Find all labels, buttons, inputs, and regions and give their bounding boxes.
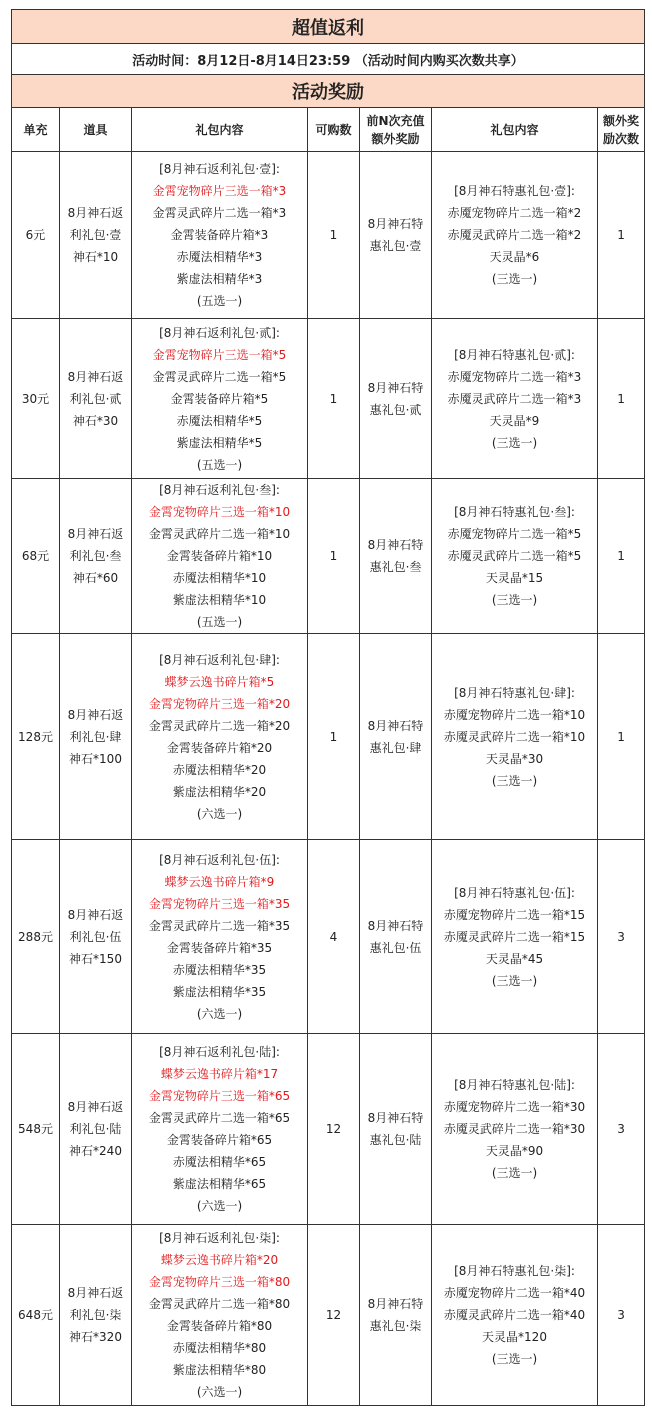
pack-content [132, 479, 308, 634]
section-title: 活动奖励 [12, 75, 645, 108]
extra-pack-content [432, 479, 598, 634]
extra-pack-content-line: (三选一) [491, 272, 538, 286]
extra-count: 1 [598, 634, 645, 840]
pack-content-line: 紫虚法相精华*35 [172, 984, 267, 999]
extra-pack-content [432, 1034, 598, 1225]
table-row [12, 479, 645, 634]
extra-pack-content-line: (三选一) [491, 593, 538, 607]
pack-content-line: 金霄灵武碎片二选一箱*20 [148, 718, 291, 733]
pack-content-line: 金霄宠物碎片三选一箱*80 [148, 1275, 291, 1289]
header-pack-content-2: 礼包内容 [432, 108, 598, 152]
pack-content-line: [8月神石返利礼包·陆]: [159, 1045, 280, 1059]
pack-content-line: 金霄装备碎片箱*35 [166, 940, 273, 955]
extra-pack-content-line: 天灵晶*6 [489, 250, 540, 264]
extra-pack-content [432, 319, 598, 479]
extra-pack-content-line: [8月神石特惠礼包·陆]: [454, 1078, 575, 1092]
pack-content-line: (六选一) [196, 1006, 243, 1021]
extra-reward-name: 8月神石特 惠礼包·叁 [360, 479, 432, 634]
buy-limit: 4 [308, 840, 360, 1034]
extra-pack-content-line: 天灵晶*90 [485, 1144, 544, 1158]
pack-content-line: 金霄装备碎片箱*5 [170, 391, 269, 406]
extra-reward-name: 8月神石特 惠礼包·肆 [360, 634, 432, 840]
buy-limit: 1 [308, 479, 360, 634]
pack-content-line: 金霄灵武碎片二选一箱*35 [148, 918, 291, 933]
pack-content-line: (六选一) [196, 1199, 243, 1213]
extra-pack-content [432, 152, 598, 319]
buy-limit: 1 [308, 319, 360, 479]
pack-content-line: 金霄灵武碎片二选一箱*80 [148, 1297, 291, 1311]
pack-content [132, 634, 308, 840]
extra-pack-content-line: 天灵晶*45 [485, 951, 544, 966]
pack-content-line: 金霄宠物碎片三选一箱*3 [152, 184, 287, 198]
pack-content-line: 紫虚法相精华*20 [172, 784, 267, 799]
extra-count: 1 [598, 152, 645, 319]
extra-pack-content-line: [8月神石特惠礼包·贰]: [454, 347, 575, 362]
header-pack-content: 礼包内容 [132, 108, 308, 152]
pack-content-line: 紫虚法相精华*3 [176, 272, 263, 286]
extra-pack-content-line: (三选一) [491, 435, 538, 450]
recharge-amount: 30元 [12, 319, 60, 479]
recharge-amount: 288元 [12, 840, 60, 1034]
pack-content [132, 1034, 308, 1225]
pack-content-line: 蝶梦云逸书碎片箱*5 [164, 674, 275, 689]
header-buy-limit: 可购数 [308, 108, 360, 152]
item-name: 8月神石返 利礼包·陆 神石*240 [60, 1034, 132, 1225]
table-row [12, 840, 645, 1034]
extra-pack-content-line: (三选一) [491, 973, 538, 988]
item-name: 8月神石返 利礼包·柒 神石*320 [60, 1225, 132, 1406]
table-header [12, 108, 645, 152]
extra-pack-content-line: 赤魇宠物碎片二选一箱*30 [443, 1100, 586, 1114]
extra-pack-content-line: 赤魇灵武碎片二选一箱*10 [443, 729, 586, 744]
extra-pack-content-line: 赤魇宠物碎片二选一箱*2 [447, 206, 582, 220]
extra-pack-content-line: 天灵晶*30 [485, 751, 544, 766]
pack-content-line: 紫虚法相精华*80 [172, 1363, 267, 1377]
recharge-amount: 68元 [12, 479, 60, 634]
item-name: 8月神石返 利礼包·叁 神石*60 [60, 479, 132, 634]
pack-content-line: 紫虚法相精华*5 [176, 435, 263, 450]
extra-pack-content-line: [8月神石特惠礼包·伍]: [454, 885, 575, 900]
pack-content-line: 赤魇法相精华*65 [172, 1155, 267, 1169]
pack-content-line: 赤魇法相精华*80 [172, 1341, 267, 1355]
extra-count: 1 [598, 479, 645, 634]
pack-content-line: 金霄宠物碎片三选一箱*5 [152, 347, 287, 362]
recharge-amount: 548元 [12, 1034, 60, 1225]
header-extra-reward: 前N次充值 额外奖励 [360, 108, 432, 152]
table-row [12, 319, 645, 479]
pack-content-line: [8月神石返利礼包·伍]: [159, 852, 280, 867]
pack-content-line: 金霄灵武碎片二选一箱*5 [152, 369, 287, 384]
extra-pack-content-line: 天灵晶*9 [489, 413, 540, 428]
header-item: 道具 [60, 108, 132, 152]
table-row [12, 1225, 645, 1406]
buy-limit: 1 [308, 152, 360, 319]
extra-pack-content-line: [8月神石特惠礼包·柒]: [454, 1264, 575, 1278]
pack-content-line: 赤魇法相精华*5 [176, 413, 263, 428]
extra-pack-content-line: 赤魇宠物碎片二选一箱*15 [443, 907, 586, 922]
rebate-table [11, 9, 645, 1406]
extra-count: 1 [598, 319, 645, 479]
buy-limit: 12 [308, 1225, 360, 1406]
extra-pack-content-line: 赤魇宠物碎片二选一箱*40 [443, 1286, 586, 1300]
pack-content [132, 1225, 308, 1406]
pack-content-line: [8月神石返利礼包·叁]: [159, 483, 280, 497]
pack-content-line: 金霄装备碎片箱*20 [166, 740, 273, 755]
pack-content-line: (五选一) [196, 294, 243, 308]
pack-content-line: [8月神石返利礼包·贰]: [159, 325, 280, 340]
pack-content-line: [8月神石返利礼包·壹]: [159, 162, 280, 176]
extra-reward-name: 8月神石特 惠礼包·陆 [360, 1034, 432, 1225]
extra-pack-content [432, 840, 598, 1034]
pack-content [132, 152, 308, 319]
extra-pack-content-line: 赤魇宠物碎片二选一箱*10 [443, 707, 586, 722]
pack-content-line: 金霄装备碎片箱*10 [166, 549, 273, 563]
pack-content-line: [8月神石返利礼包·肆]: [159, 652, 280, 667]
extra-reward-name: 8月神石特 惠礼包·伍 [360, 840, 432, 1034]
item-name: 8月神石返 利礼包·伍 神石*150 [60, 840, 132, 1034]
pack-content-line: 金霄灵武碎片二选一箱*3 [152, 206, 287, 220]
extra-pack-content-line: 天灵晶*15 [485, 571, 544, 585]
pack-content-line: (六选一) [196, 1385, 243, 1399]
pack-content-line: 赤魇法相精华*35 [172, 962, 267, 977]
extra-pack-content-line: (三选一) [491, 1166, 538, 1180]
extra-pack-content-line: 赤魇宠物碎片二选一箱*3 [447, 369, 582, 384]
header-recharge: 单充 [12, 108, 60, 152]
pack-content-line: 蝶梦云逸书碎片箱*9 [164, 874, 275, 889]
extra-pack-content-line: (三选一) [491, 773, 538, 788]
item-name: 8月神石返 利礼包·壹 神石*10 [60, 152, 132, 319]
pack-content [132, 319, 308, 479]
pack-content-line: 赤魇法相精华*10 [172, 571, 267, 585]
page-title: 超值返利 [12, 10, 645, 44]
pack-content-line: 金霄宠物碎片三选一箱*10 [148, 505, 291, 519]
pack-content-line: 金霄宠物碎片三选一箱*65 [148, 1089, 291, 1103]
extra-pack-content-line: (三选一) [491, 1352, 538, 1366]
table-row [12, 1034, 645, 1225]
header-extra-count: 额外奖 励次数 [598, 108, 645, 152]
pack-content [132, 840, 308, 1034]
extra-pack-content-line: 天灵晶*120 [482, 1330, 547, 1344]
pack-content-line: 金霄灵武碎片二选一箱*65 [148, 1111, 291, 1125]
pack-content-line: [8月神石返利礼包·柒]: [159, 1231, 280, 1245]
extra-reward-name: 8月神石特 惠礼包·贰 [360, 319, 432, 479]
pack-content-line: 金霄装备碎片箱*65 [166, 1133, 273, 1147]
pack-content-line: 紫虚法相精华*10 [172, 593, 267, 607]
extra-pack-content [432, 634, 598, 840]
extra-count: 3 [598, 1034, 645, 1225]
pack-content-line: 赤魇法相精华*20 [172, 762, 267, 777]
extra-pack-content-line: 赤魇灵武碎片二选一箱*40 [443, 1308, 586, 1322]
table-row [12, 152, 645, 319]
item-name: 8月神石返 利礼包·贰 神石*30 [60, 319, 132, 479]
pack-content-line: 金霄宠物碎片三选一箱*20 [148, 696, 291, 711]
pack-content-line: 蝶梦云逸书碎片箱*20 [160, 1253, 279, 1267]
pack-content-line: (六选一) [196, 806, 243, 821]
extra-pack-content-line: [8月神石特惠礼包·壹]: [454, 184, 575, 198]
extra-reward-name: 8月神石特 惠礼包·柒 [360, 1225, 432, 1406]
pack-content-line: 金霄灵武碎片二选一箱*10 [148, 527, 291, 541]
pack-content-line: 赤魇法相精华*3 [176, 250, 263, 264]
extra-pack-content-line: 赤魇灵武碎片二选一箱*30 [443, 1122, 586, 1136]
pack-content-line: (五选一) [196, 457, 243, 472]
extra-pack-content-line: 赤魇灵武碎片二选一箱*2 [447, 228, 582, 242]
pack-content-line: 金霄装备碎片箱*80 [166, 1319, 273, 1333]
pack-content-line: 紫虚法相精华*65 [172, 1177, 267, 1191]
extra-pack-content-line: [8月神石特惠礼包·肆]: [454, 685, 575, 700]
extra-count: 3 [598, 1225, 645, 1406]
activity-time: 活动时间：8月12日-8月14日23:59 （活动时间内购买次数共享） [12, 44, 645, 75]
recharge-amount: 6元 [12, 152, 60, 319]
extra-pack-content-line: [8月神石特惠礼包·叁]: [454, 505, 575, 519]
pack-content-line: (五选一) [196, 615, 243, 629]
pack-content-line: 金霄装备碎片箱*3 [170, 228, 269, 242]
extra-pack-content [432, 1225, 598, 1406]
table-row [12, 634, 645, 840]
pack-content-line: 蝶梦云逸书碎片箱*17 [160, 1067, 279, 1081]
extra-reward-name: 8月神石特 惠礼包·壹 [360, 152, 432, 319]
extra-count: 3 [598, 840, 645, 1034]
extra-pack-content-line: 赤魇灵武碎片二选一箱*15 [443, 929, 586, 944]
recharge-amount: 648元 [12, 1225, 60, 1406]
buy-limit: 12 [308, 1034, 360, 1225]
pack-content-line: 金霄宠物碎片三选一箱*35 [148, 896, 291, 911]
extra-pack-content-line: 赤魇灵武碎片二选一箱*5 [447, 549, 582, 563]
recharge-amount: 128元 [12, 634, 60, 840]
buy-limit: 1 [308, 634, 360, 840]
extra-pack-content-line: 赤魇宠物碎片二选一箱*5 [447, 527, 582, 541]
item-name: 8月神石返 利礼包·肆 神石*100 [60, 634, 132, 840]
extra-pack-content-line: 赤魇灵武碎片二选一箱*3 [447, 391, 582, 406]
